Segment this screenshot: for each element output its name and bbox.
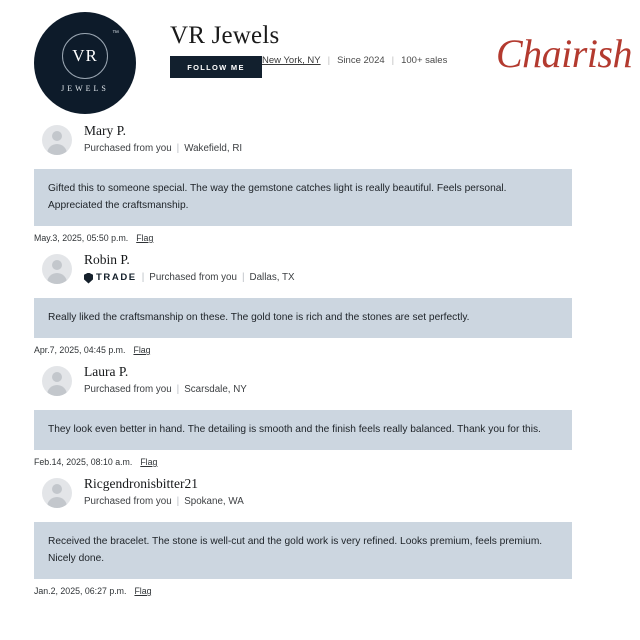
meta-divider: | bbox=[176, 143, 180, 154]
shop-meta bbox=[262, 55, 447, 66]
reviewer-row bbox=[0, 118, 640, 159]
reviewer-location: Scarsdale, NY bbox=[184, 384, 247, 395]
review-item bbox=[0, 247, 640, 355]
meta-divider: | bbox=[241, 272, 245, 283]
reviewer-info bbox=[84, 363, 247, 398]
flag-link[interactable]: Flag bbox=[136, 233, 154, 243]
purchased-label: Purchased from you bbox=[84, 143, 172, 154]
trademark-symbol: ™ bbox=[112, 30, 119, 37]
meta-separator-1: | bbox=[327, 55, 331, 66]
review-item bbox=[0, 118, 640, 243]
purchased-label: Purchased from you bbox=[149, 272, 237, 283]
trade-badge bbox=[84, 270, 137, 286]
shop-location-link[interactable]: New York, NY bbox=[262, 55, 321, 66]
review-date: Jan.2, 2025, 06:27 p.m. bbox=[34, 586, 127, 596]
reviewer-name: Laura P. bbox=[84, 364, 129, 379]
purchased-label: Purchased from you bbox=[84, 384, 172, 395]
flag-link[interactable]: Flag bbox=[140, 457, 158, 467]
meta-separator-2: | bbox=[391, 55, 395, 66]
review-item bbox=[0, 471, 640, 596]
shop-sales-count: 100+ sales bbox=[401, 55, 448, 66]
logo-monogram: VR bbox=[62, 33, 108, 79]
reviewer-location: Wakefield, RI bbox=[184, 143, 243, 154]
shop-since: Since 2024 bbox=[337, 55, 385, 66]
review-footer bbox=[34, 586, 640, 596]
shield-icon bbox=[84, 273, 93, 284]
avatar bbox=[42, 478, 72, 508]
reviewer-meta bbox=[84, 141, 242, 157]
shop-logo bbox=[34, 12, 136, 114]
logo-subtext: JEWELS bbox=[61, 84, 109, 93]
meta-divider: | bbox=[176, 384, 180, 395]
review-text: Really liked the craftsmanship on these. The gold tone is rich and the stones are set perfectly. bbox=[34, 298, 572, 338]
review-text: Received the bracelet. The stone is well-cut and the gold work is very refined. Looks premium, feels premium. Nicely done. bbox=[34, 522, 572, 579]
reviewer-location: Spokane, WA bbox=[184, 496, 244, 507]
avatar bbox=[42, 254, 72, 284]
reviewer-info bbox=[84, 251, 295, 286]
flag-link[interactable]: Flag bbox=[133, 345, 151, 355]
reviews-list bbox=[0, 118, 640, 596]
chairish-logo: Chairish bbox=[495, 31, 632, 76]
review-text: Gifted this to someone special. The way the gemstone catches light is really beautiful. Feels personal. Appreciated the craftsmanship. bbox=[34, 169, 572, 226]
review-footer bbox=[34, 345, 640, 355]
review-footer bbox=[34, 457, 640, 467]
reviewer-info bbox=[84, 122, 242, 157]
reviewer-row bbox=[0, 359, 640, 400]
shop-header bbox=[0, 0, 640, 118]
avatar bbox=[42, 125, 72, 155]
reviewer-meta bbox=[84, 270, 295, 286]
review-footer bbox=[34, 233, 640, 243]
review-date: Apr.7, 2025, 04:45 p.m. bbox=[34, 345, 126, 355]
avatar bbox=[42, 366, 72, 396]
purchased-label: Purchased from you bbox=[84, 496, 172, 507]
follow-button[interactable]: FOLLOW ME bbox=[170, 56, 262, 78]
reviewer-meta bbox=[84, 382, 247, 398]
reviewer-row bbox=[0, 471, 640, 512]
reviewer-location: Dallas, TX bbox=[249, 272, 295, 283]
reviewer-info bbox=[84, 475, 244, 510]
review-date: May.3, 2025, 05:50 p.m. bbox=[34, 233, 129, 243]
flag-link[interactable]: Flag bbox=[134, 586, 152, 596]
review-item bbox=[0, 359, 640, 467]
reviewer-name: Ricgendronisbitter21 bbox=[84, 476, 198, 491]
trade-label: TRADE bbox=[96, 272, 137, 283]
reviewer-meta bbox=[84, 494, 244, 510]
reviewer-row bbox=[0, 247, 640, 288]
reviewer-name: Robin P. bbox=[84, 252, 130, 267]
reviewer-name: Mary P. bbox=[84, 123, 127, 138]
page-title: VR Jewels bbox=[170, 22, 280, 49]
review-date: Feb.14, 2025, 08:10 a.m. bbox=[34, 457, 133, 467]
review-text: They look even better in hand. The detailing is smooth and the finish feels really balanced. Thank you for this. bbox=[34, 410, 572, 450]
meta-divider: | bbox=[176, 496, 180, 507]
meta-divider: | bbox=[141, 272, 145, 283]
